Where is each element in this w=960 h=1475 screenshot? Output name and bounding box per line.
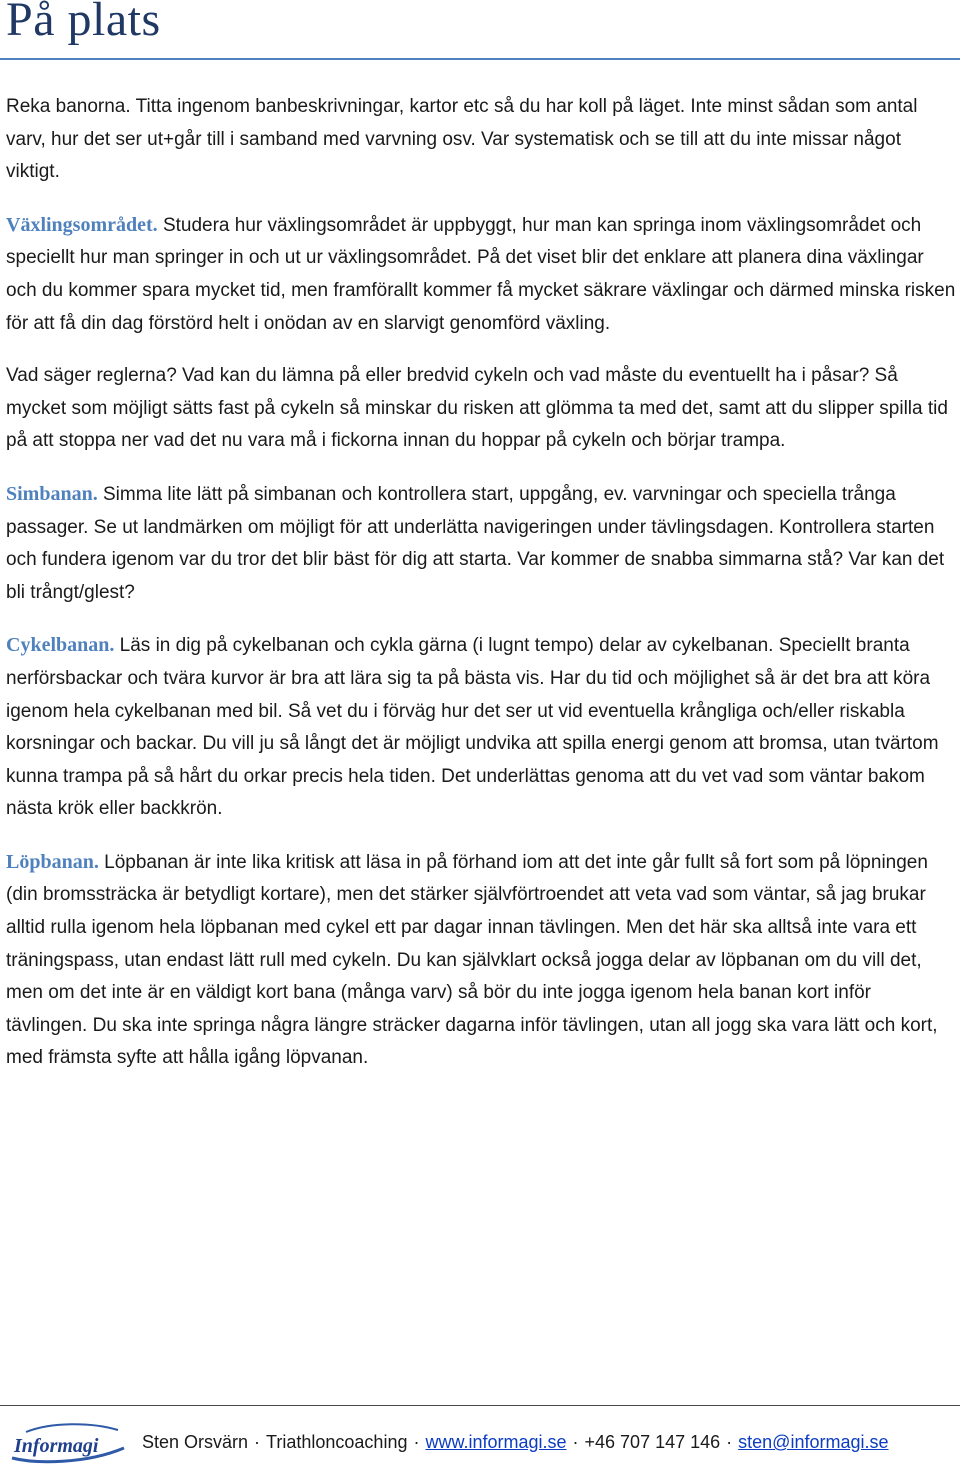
website-link[interactable]: www.informagi.se — [425, 1432, 567, 1452]
text-cykelbanan: Läs in dig på cykelbanan och cykla gärna (i lugnt tempo) delar av cykelbanan. Speciellt branta nerförsbackar och tvära kurvor är bra att lära sig ta på bästa vis. Har du tid och möjlighet så är det bra att köra igenom hela cykelbanan med bil. Så vet du i förväg hur det ser ut vid eventuella krångliga och/eller riskabla korsningar och backar. Du vill ju så långt det är möjligt undvika att spilla energi genom att bromsa, utan tvärtom kunna trampa på så hårt du orkar precis hela tiden. Det underlättas genoma att du vet vad som väntar bakom nästa krök eller backkrön. — [6, 635, 939, 820]
footer-name: Sten Orsvärn — [142, 1432, 249, 1452]
text-lopbanan: Löpbanan är inte lika kritisk att läsa in på förhand iom att det inte går fullt så fort som på löpningen (din bromssträcka är betydligt kortare), men det stärker självförtroendet att veta vad som väntar, så jag brukar alltid rulla igenom hela löpbanan med cykel ett par dagar innan tävlingen. Men det här ska alltså inte vara ett träningspass, utan endast lätt rull med cykeln. Du kan självklart också jogga delar av löpbanan om du vill det, men om det inte är en väldigt kort bana (många varv) så bör du inte jogga igenom hela banan kort inför tävlingen. Du ska inte springa några längre sträcker dagarna inför tävlingen, utan all jogg ska vara lätt och kort, med främsta syfte att hålla igång löpvanan. — [6, 851, 938, 1069]
heading-vaxlingsomradet: Växlingsområdet. — [6, 213, 158, 236]
text-vaxlingsomradet: Studera hur växlingsområdet är uppbyggt, hur man kan springa inom växlingsområdet och speciellt hur man springer in och ut ur växlingsområdet. På det viset blir det enklare att planera dina växlingar och du kommer spara mycket tid, men framförallt kommer få mycket säkrare växlingar och därmed minska risken för att få din dag förstörd helt i onödan av en slarvigt genomförd växling. — [6, 214, 956, 334]
title-divider — [0, 58, 960, 60]
heading-simbanan: Simbanan. — [6, 482, 98, 505]
footer-contact — [142, 1432, 889, 1453]
email-link[interactable]: sten@informagi.se — [738, 1432, 889, 1452]
informagi-logo — [6, 1418, 131, 1468]
paragraph-lopbanan — [6, 846, 956, 1075]
paragraph-vaxlingsomradet — [6, 209, 956, 340]
heading-cykelbanan: Cykelbanan. — [6, 634, 115, 657]
paragraph-reglerna: Vad säger reglerna? Vad kan du lämna på eller bredvid cykeln och vad måste du eventuellt ha i påsar? Så mycket som möjligt sätts fast på cykeln så minskar du risken att glömma ta med det, samt att du slipper spilla tid på att stoppa ner vad det nu vara må i fickorna innan du hoppar på cykeln och börjar trampa. — [6, 365, 948, 452]
footer-separator: · — [572, 1432, 579, 1452]
footer-phone: +46 707 147 146 — [584, 1432, 721, 1452]
intro-paragraph: Reka banorna. Titta ingenom banbeskrivningar, kartor etc så du har koll på läget. Inte minst sådan som antal varv, hur det ser ut+går till i samband med varvning osv. Var systematisk och se till att du inte missar något viktigt. — [6, 96, 918, 183]
heading-lopbanan: Löpbanan. — [6, 850, 99, 873]
footer-separator: · — [254, 1432, 261, 1452]
document-body — [6, 91, 956, 1095]
footer-divider — [0, 1405, 960, 1406]
footer-separator: · — [726, 1432, 733, 1452]
footer-separator: · — [413, 1432, 420, 1452]
text-simbanan: Simma lite lätt på simbanan och kontrollera start, uppgång, ev. varvningar och speciella trånga passager. Se ut landmärken om möjligt för att underlätta navigeringen under tävlingsdagen. Kontrollera starten och fundera igenom var du tror det blir bäst för dig att starta. Var kommer de snabba simmarna stå? Var kan det bli trångt/glest? — [6, 483, 945, 603]
paragraph-simbanan — [6, 478, 956, 609]
footer-company: Triathloncoaching — [266, 1432, 408, 1452]
page-title: På plats — [6, 0, 161, 46]
paragraph-cykelbanan — [6, 629, 956, 826]
svg-text:Informagi: Informagi — [14, 1435, 99, 1457]
